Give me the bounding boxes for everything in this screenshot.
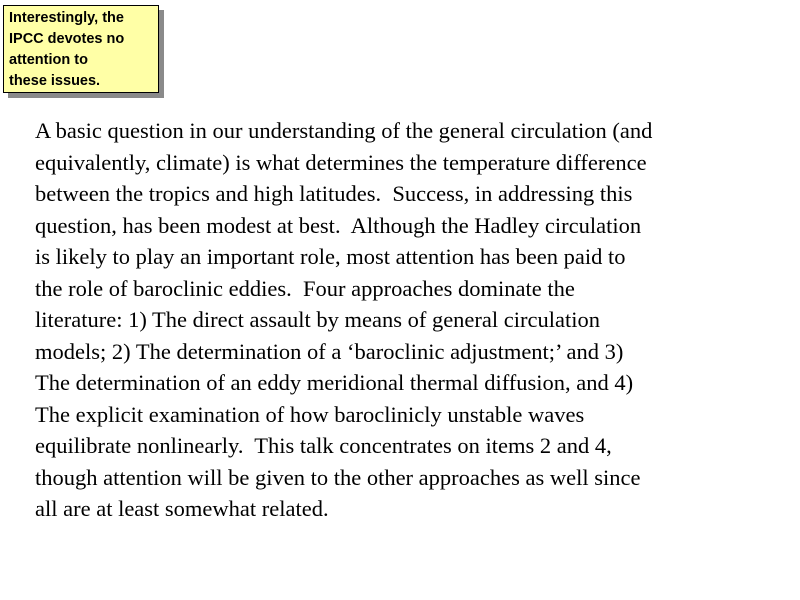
paragraph-line: models; 2) The determination of a ‘baroclinic adjustment;’ and 3) [35,338,624,364]
paragraph-line: The determination of an eddy meridional thermal diffusion, and 4) [35,370,634,395]
paragraph-line: literature: 1) The direct assault by means of general circulation [35,307,600,332]
paragraph-line: the role of baroclinic eddies. Four approaches dominate the [35,275,575,301]
paragraph-line: question, has been modest at best. Although the Hadley circulation [35,212,642,238]
paragraph-line: all are at least somewhat related. [35,496,329,521]
paragraph-line: though attention will be given to the other approaches as well since [35,464,641,490]
paragraph-line: is likely to play an important role, most attention has been paid to [35,244,626,269]
main-paragraph [35,115,795,525]
paragraph-line: A basic question in our understanding of the general circulation (and [35,118,653,143]
paragraph-line: equivalently, climate) is what determines the temperature difference [35,149,647,175]
paragraph-line: equilibrate nonlinearly. This talk concentrates on items 2 and 4, [35,433,612,458]
paragraph-line: The explicit examination of how baroclinicly unstable waves [35,401,585,427]
callout-note [3,5,159,93]
callout-text: Interestingly, the IPCC devotes no attention to these issues. [9,10,125,89]
paragraph-line: between the tropics and high latitudes. Success, in addressing this [35,181,633,206]
